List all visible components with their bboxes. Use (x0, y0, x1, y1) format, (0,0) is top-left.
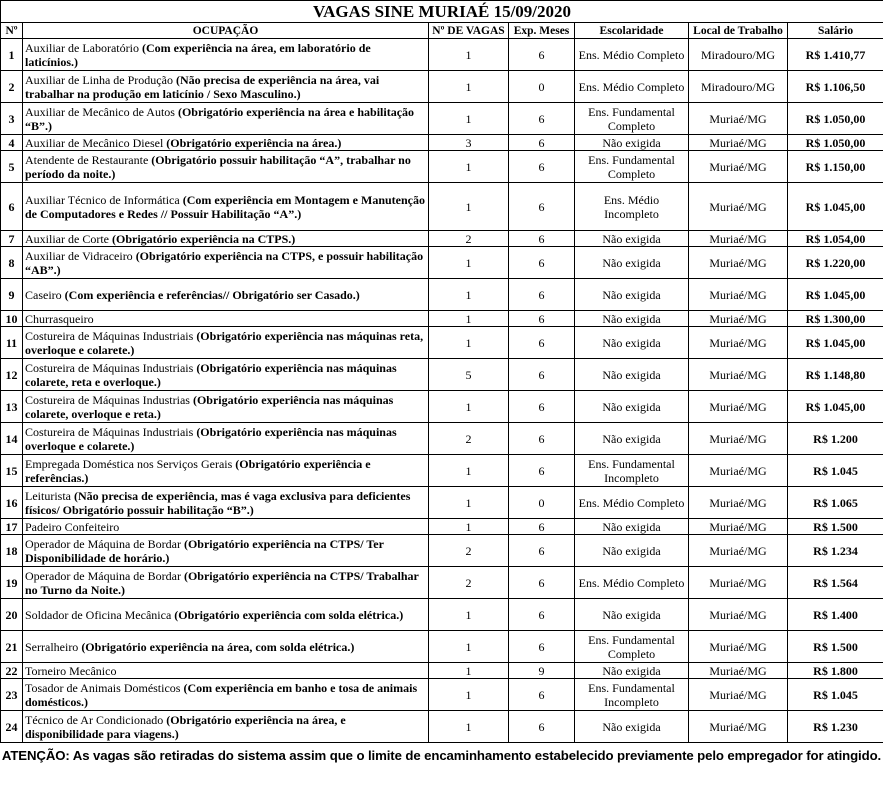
work-location: Muriaé/MG (689, 311, 788, 327)
occupation-requirements: (Obrigatório experiência na área, com solda elétrica.) (81, 639, 355, 654)
occupation-title: Costureira de Máquinas Industriais (25, 328, 194, 343)
occupation-requirements: (Com experiência e referências// Obrigatório ser Casado.) (64, 287, 360, 302)
occupation-requirements: (Não precisa de experiência na área, vai trabalhar na produção em laticínio / Sexo Masculino.) (25, 72, 380, 101)
occupation-requirements: (Obrigatório experiência na CTPS/ Trabalhar no Turno da Noite.) (25, 568, 419, 597)
table-row (1, 535, 883, 567)
occupation-requirements: (Obrigatório experiência nas máquinas overloque e colarete.) (25, 424, 397, 453)
row-number: 16 (1, 487, 23, 519)
work-location: Muriaé/MG (689, 679, 788, 711)
schooling-level: Ens. Médio Completo (575, 71, 689, 103)
table-row (1, 279, 883, 311)
occupation-requirements: (Obrigatório experiência nas máquinas reta, overloque e colarete.) (25, 328, 424, 357)
experience-months: 0 (509, 71, 575, 103)
header-occupation: OCUPAÇÃO (23, 23, 429, 39)
occupation-cell (23, 679, 429, 711)
occupation-title: Auxiliar de Mecânico Diesel (25, 135, 164, 150)
occupation-cell (23, 711, 429, 743)
occupation-cell (23, 423, 429, 455)
row-number: 19 (1, 567, 23, 599)
row-number: 11 (1, 327, 23, 359)
occupation-cell (23, 519, 429, 535)
occupation-title: Churrasqueiro (25, 311, 94, 326)
occupation-cell (23, 311, 429, 327)
header-num: Nº (1, 23, 23, 39)
occupation-requirements: (Com experiência na área, em laboratório de laticínios.) (25, 40, 371, 69)
vacancies-count: 1 (429, 519, 509, 535)
experience-months: 6 (509, 535, 575, 567)
occupation-title: Auxiliar de Laboratório (25, 40, 139, 55)
vacancies-count: 1 (429, 327, 509, 359)
occupation-title: Auxiliar de Linha de Produção (25, 72, 173, 87)
vacancies-count: 5 (429, 359, 509, 391)
schooling-level: Ens. Fundamental Completo (575, 151, 689, 183)
occupation-title: Empregada Doméstica nos Serviços Gerais (25, 456, 233, 471)
work-location: Muriaé/MG (689, 183, 788, 231)
salary-value: R$ 1.045,00 (788, 279, 883, 311)
vacancies-count: 1 (429, 391, 509, 423)
work-location: Muriaé/MG (689, 103, 788, 135)
salary-value: R$ 1.410,77 (788, 39, 883, 71)
occupation-requirements: (Obrigatório experiência na área, e disponibilidade para viagens.) (25, 712, 346, 741)
row-number: 12 (1, 359, 23, 391)
vacancies-count: 1 (429, 71, 509, 103)
row-number: 13 (1, 391, 23, 423)
salary-value: R$ 1.564 (788, 567, 883, 599)
schooling-level: Não exigida (575, 519, 689, 535)
work-location: Muriaé/MG (689, 327, 788, 359)
occupation-title: Caseiro (25, 287, 62, 302)
work-location: Muriaé/MG (689, 711, 788, 743)
occupation-title: Costureira de Máquinas Industriais (25, 424, 194, 439)
occupation-cell (23, 39, 429, 71)
page-title: VAGAS SINE MURIAÉ 15/09/2020 (1, 1, 883, 23)
header-salary: Salário (788, 23, 883, 39)
salary-value: R$ 1.234 (788, 535, 883, 567)
vacancies-count: 1 (429, 247, 509, 279)
schooling-level: Ens. Fundamental Completo (575, 103, 689, 135)
work-location: Miradouro/MG (689, 71, 788, 103)
occupation-title: Atendente de Restaurante (25, 152, 149, 167)
row-number: 9 (1, 279, 23, 311)
occupation-title: Torneiro Mecânico (25, 663, 117, 678)
table-row (1, 327, 883, 359)
occupation-title: Padeiro Confeiteiro (25, 519, 120, 534)
work-location: Muriaé/MG (689, 631, 788, 663)
experience-months: 6 (509, 423, 575, 455)
occupation-requirements: (Obrigatório possuir habilitação “A”, trabalhar no período da noite.) (25, 152, 411, 181)
work-location: Muriaé/MG (689, 359, 788, 391)
header-experience: Exp. Meses (509, 23, 575, 39)
table-row (1, 71, 883, 103)
schooling-level: Não exigida (575, 535, 689, 567)
occupation-requirements: (Obrigatório experiência e referências.) (25, 456, 371, 485)
table-row (1, 151, 883, 183)
salary-value: R$ 1.065 (788, 487, 883, 519)
vacancies-count: 1 (429, 487, 509, 519)
salary-value: R$ 1.106,50 (788, 71, 883, 103)
schooling-level: Não exigida (575, 247, 689, 279)
experience-months: 6 (509, 567, 575, 599)
header-schooling: Escolaridade (575, 23, 689, 39)
work-location: Muriaé/MG (689, 567, 788, 599)
table-row (1, 359, 883, 391)
vacancies-count: 1 (429, 103, 509, 135)
schooling-level: Não exigida (575, 279, 689, 311)
work-location: Muriaé/MG (689, 599, 788, 631)
schooling-level: Não exigida (575, 391, 689, 423)
vacancies-count: 1 (429, 631, 509, 663)
occupation-cell (23, 631, 429, 663)
vacancies-count: 2 (429, 423, 509, 455)
experience-months: 6 (509, 103, 575, 135)
work-location: Muriaé/MG (689, 231, 788, 247)
occupation-title: Auxiliar Técnico de Informática (25, 192, 180, 207)
experience-months: 6 (509, 519, 575, 535)
occupation-requirements: (Obrigatório experiência na área.) (166, 135, 342, 150)
schooling-level: Não exigida (575, 423, 689, 455)
row-number: 6 (1, 183, 23, 231)
occupation-cell (23, 535, 429, 567)
work-location: Muriaé/MG (689, 135, 788, 151)
table-row (1, 599, 883, 631)
vacancies-count: 1 (429, 599, 509, 631)
experience-months: 6 (509, 39, 575, 71)
table-row (1, 231, 883, 247)
occupation-requirements: (Obrigatório experiência na CTPS.) (111, 231, 296, 246)
occupation-requirements: (Não precisa de experiência, mas é vaga exclusiva para deficientes físicos/ Obrigatório possuir habilitação “B”.) (25, 488, 411, 517)
row-number: 15 (1, 455, 23, 487)
occupation-cell (23, 391, 429, 423)
work-location: Muriaé/MG (689, 519, 788, 535)
occupation-cell (23, 71, 429, 103)
salary-value: R$ 1.050,00 (788, 103, 883, 135)
occupation-title: Operador de Máquina de Bordar (25, 536, 181, 551)
vacancies-count: 1 (429, 279, 509, 311)
table-row (1, 311, 883, 327)
salary-value: R$ 1.148,80 (788, 359, 883, 391)
salary-value: R$ 1.050,00 (788, 135, 883, 151)
salary-value: R$ 1.150,00 (788, 151, 883, 183)
salary-value: R$ 1.054,00 (788, 231, 883, 247)
salary-value: R$ 1.500 (788, 519, 883, 535)
salary-value: R$ 1.200 (788, 423, 883, 455)
occupation-requirements: (Obrigatório experiência na CTPS, e possuir habilitação “AB”.) (25, 248, 424, 277)
table-row (1, 455, 883, 487)
table-row (1, 423, 883, 455)
row-number: 3 (1, 103, 23, 135)
row-number: 4 (1, 135, 23, 151)
occupation-requirements: (Com experiência em Montagem e Manutenção de Computadores e Redes // Possuir Habilitação “A”.) (25, 192, 425, 221)
vacancies-count: 1 (429, 711, 509, 743)
experience-months: 6 (509, 711, 575, 743)
vacancies-count: 1 (429, 39, 509, 71)
salary-value: R$ 1.800 (788, 663, 883, 679)
vacancies-count: 1 (429, 663, 509, 679)
experience-months: 6 (509, 231, 575, 247)
row-number: 21 (1, 631, 23, 663)
occupation-cell (23, 327, 429, 359)
schooling-level: Ens. Fundamental Incompleto (575, 679, 689, 711)
experience-months: 0 (509, 487, 575, 519)
experience-months: 6 (509, 455, 575, 487)
schooling-level: Ens. Médio Completo (575, 39, 689, 71)
work-location: Miradouro/MG (689, 39, 788, 71)
salary-value: R$ 1.045,00 (788, 183, 883, 231)
occupation-title: Soldador de Oficina Mecânica (25, 607, 172, 622)
occupation-requirements: (Obrigatório experiência com solda elétrica.) (174, 607, 404, 622)
schooling-level: Não exigida (575, 311, 689, 327)
schooling-level: Não exigida (575, 327, 689, 359)
occupation-cell (23, 359, 429, 391)
vacancies-count: 2 (429, 535, 509, 567)
occupation-cell (23, 151, 429, 183)
schooling-level: Não exigida (575, 599, 689, 631)
table-row (1, 391, 883, 423)
experience-months: 6 (509, 135, 575, 151)
table-row (1, 663, 883, 679)
table-row (1, 103, 883, 135)
occupation-title: Auxiliar de Corte (25, 231, 109, 246)
table-row (1, 487, 883, 519)
occupation-requirements: (Obrigatório experiência na área e habilitação “B”.) (25, 104, 415, 133)
vacancies-count: 1 (429, 151, 509, 183)
row-number: 10 (1, 311, 23, 327)
row-number: 24 (1, 711, 23, 743)
experience-months: 6 (509, 359, 575, 391)
row-number: 2 (1, 71, 23, 103)
vacancies-count: 1 (429, 455, 509, 487)
salary-value: R$ 1.045 (788, 455, 883, 487)
occupation-cell (23, 103, 429, 135)
salary-value: R$ 1.045,00 (788, 327, 883, 359)
row-number: 20 (1, 599, 23, 631)
vacancies-count: 1 (429, 679, 509, 711)
header-vacancies: Nº DE VAGAS (429, 23, 509, 39)
row-number: 5 (1, 151, 23, 183)
table-row (1, 631, 883, 663)
row-number: 18 (1, 535, 23, 567)
occupation-title: Costureira de Máquinas Industriais (25, 360, 194, 375)
occupation-cell (23, 599, 429, 631)
occupation-title: Tosador de Animais Domésticos (25, 680, 181, 695)
vacancies-count: 1 (429, 311, 509, 327)
salary-value: R$ 1.230 (788, 711, 883, 743)
occupation-requirements: (Obrigatório experiência nas máquinas colarete, overloque e reta.) (25, 392, 394, 421)
salary-value: R$ 1.045,00 (788, 391, 883, 423)
occupation-cell (23, 247, 429, 279)
occupation-title: Técnico de Ar Condicionado (25, 712, 164, 727)
occupation-requirements: (Obrigatório experiência nas máquinas colarete, reta e overloque.) (25, 360, 397, 389)
table-row (1, 39, 883, 71)
row-number: 22 (1, 663, 23, 679)
table-row (1, 183, 883, 231)
occupation-requirements: (Com experiência em banho e tosa de animais domésticos.) (25, 680, 418, 709)
table-row (1, 679, 883, 711)
experience-months: 6 (509, 183, 575, 231)
work-location: Muriaé/MG (689, 391, 788, 423)
occupation-title: Auxiliar de Mecânico de Autos (25, 104, 175, 119)
occupation-cell (23, 231, 429, 247)
schooling-level: Não exigida (575, 135, 689, 151)
experience-months: 9 (509, 663, 575, 679)
experience-months: 6 (509, 327, 575, 359)
occupation-cell (23, 455, 429, 487)
schooling-level: Ens. Fundamental Incompleto (575, 455, 689, 487)
footer-notice: ATENÇÃO: As vagas são retiradas do sistema assim que o limite de encaminhamento estabelecido previamente pelo empregador for atingido. (1, 748, 882, 763)
schooling-level: Não exigida (575, 711, 689, 743)
experience-months: 6 (509, 631, 575, 663)
occupation-title: Auxiliar de Vidraceiro (25, 248, 133, 263)
occupation-cell (23, 567, 429, 599)
schooling-level: Ens. Fundamental Completo (575, 631, 689, 663)
occupation-cell (23, 663, 429, 679)
experience-months: 6 (509, 279, 575, 311)
table-body (1, 39, 883, 743)
experience-months: 6 (509, 247, 575, 279)
salary-value: R$ 1.220,00 (788, 247, 883, 279)
work-location: Muriaé/MG (689, 151, 788, 183)
work-location: Muriaé/MG (689, 663, 788, 679)
schooling-level: Não exigida (575, 231, 689, 247)
schooling-level: Ens. Médio Completo (575, 487, 689, 519)
table-row (1, 567, 883, 599)
work-location: Muriaé/MG (689, 535, 788, 567)
row-number: 14 (1, 423, 23, 455)
vacancies-count: 2 (429, 567, 509, 599)
table-row (1, 135, 883, 151)
work-location: Muriaé/MG (689, 247, 788, 279)
work-location: Muriaé/MG (689, 487, 788, 519)
occupation-cell (23, 135, 429, 151)
occupation-title: Leiturista (25, 488, 71, 503)
row-number: 7 (1, 231, 23, 247)
schooling-level: Não exigida (575, 663, 689, 679)
work-location: Muriaé/MG (689, 455, 788, 487)
salary-value: R$ 1.500 (788, 631, 883, 663)
header-location: Local de Trabalho (689, 23, 788, 39)
table-row (1, 711, 883, 743)
occupation-cell (23, 487, 429, 519)
row-number: 23 (1, 679, 23, 711)
work-location: Muriaé/MG (689, 423, 788, 455)
row-number: 1 (1, 39, 23, 71)
occupation-cell (23, 279, 429, 311)
experience-months: 6 (509, 311, 575, 327)
occupation-title: Operador de Máquina de Bordar (25, 568, 181, 583)
table-row (1, 519, 883, 535)
table-row (1, 247, 883, 279)
vacancies-count: 1 (429, 183, 509, 231)
occupation-requirements: (Obrigatório experiência na CTPS/ Ter Disponibilidade de horário.) (25, 536, 384, 565)
work-location: Muriaé/MG (689, 279, 788, 311)
schooling-level: Ens. Médio Incompleto (575, 183, 689, 231)
occupation-title: Costureira de Máquinas Industrias (25, 392, 190, 407)
experience-months: 6 (509, 151, 575, 183)
vacancies-count: 2 (429, 231, 509, 247)
row-number: 8 (1, 247, 23, 279)
experience-months: 6 (509, 391, 575, 423)
occupation-cell (23, 183, 429, 231)
salary-value: R$ 1.400 (788, 599, 883, 631)
schooling-level: Não exigida (575, 359, 689, 391)
row-number: 17 (1, 519, 23, 535)
experience-months: 6 (509, 679, 575, 711)
schooling-level: Ens. Médio Completo (575, 567, 689, 599)
salary-value: R$ 1.045 (788, 679, 883, 711)
salary-value: R$ 1.300,00 (788, 311, 883, 327)
experience-months: 6 (509, 599, 575, 631)
occupation-title: Serralheiro (25, 639, 79, 654)
vacancies-count: 3 (429, 135, 509, 151)
